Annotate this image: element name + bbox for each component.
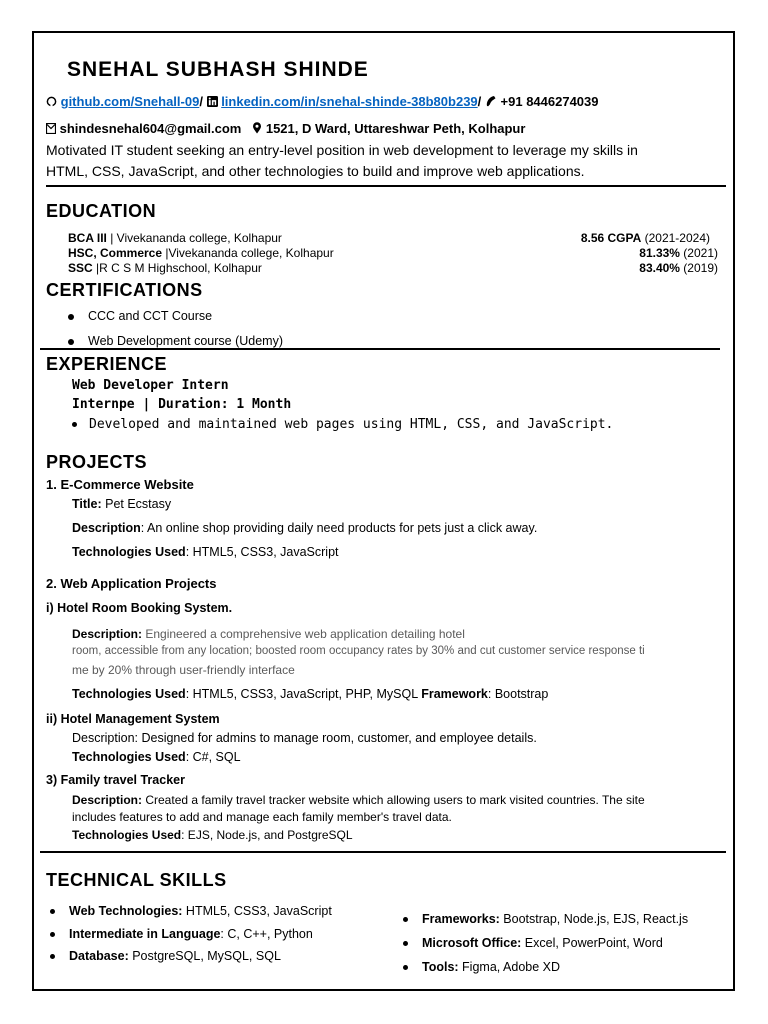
name-heading: SNEHAL SUBHASH SHINDE [67, 58, 369, 81]
skill-value: Bootstrap, Node.js, EJS, React.js [499, 912, 689, 926]
list-item [403, 912, 688, 926]
bullet-icon [50, 954, 55, 959]
degree: HSC, Commerce [68, 246, 163, 260]
skill-label: Tools: [422, 960, 459, 974]
field-value: : HTML5, CSS3, JavaScript, PHP, MySQL [185, 687, 422, 701]
skill-value: Figma, Adobe XD [458, 960, 561, 974]
experience-bullet: Developed and maintained web pages using HTML, CSS, and JavaScript. [89, 417, 614, 432]
education-row [68, 246, 334, 260]
project-title: 2. Web Application Projects [46, 576, 217, 591]
project-field [72, 750, 241, 764]
year: (2021) [679, 246, 718, 260]
skill-label: Intermediate in Language [69, 927, 221, 941]
degree: BCA III [68, 231, 107, 245]
field-value: : Bootstrap [487, 687, 549, 701]
projects-heading: PROJECTS [46, 452, 148, 472]
bullet-icon [68, 314, 74, 320]
skills-heading: TECHNICAL SKILLS [46, 870, 227, 890]
skill-label: Microsoft Office: [422, 936, 522, 950]
divider [40, 851, 726, 853]
project-field [72, 497, 171, 511]
certifications-heading: CERTIFICATIONS [46, 280, 203, 300]
location-pin-icon [252, 122, 262, 137]
skill-value: HTML5, CSS3, JavaScript [182, 904, 332, 918]
list-item [50, 927, 313, 941]
github-link[interactable]: github.com/Snehall-09 [60, 94, 200, 109]
subproject-title: ii) Hotel Management System [46, 712, 220, 726]
field-value: : EJS, Node.js, and PostgreSQL [181, 828, 353, 842]
list-item [50, 904, 332, 918]
experience-heading: EXPERIENCE [46, 354, 168, 374]
field-value: : An online shop providing daily need products for pets just a click away. [140, 521, 538, 535]
certification-text: Web Development course (Udemy) [88, 334, 283, 348]
education-heading: EDUCATION [46, 201, 157, 221]
project-field [72, 828, 353, 842]
skill-value: PostgreSQL, MySQL, SQL [128, 949, 281, 963]
list-item [50, 949, 281, 963]
field-value: Created a family travel tracker website which allowing users to mark visited countries. The site [142, 793, 645, 807]
field-label: Technologies Used [72, 545, 186, 559]
list-item [403, 960, 560, 974]
linkedin-link[interactable]: linkedin.com/in/snehal-shinde-38b80b239 [221, 94, 478, 109]
project-field [72, 545, 339, 559]
skill-label: Frameworks: [422, 912, 500, 926]
education-row [68, 261, 262, 275]
contact-line-2 [46, 121, 525, 137]
bullet-icon [403, 965, 408, 970]
education-score [581, 231, 710, 245]
bullet-icon [403, 941, 408, 946]
list-item [68, 334, 283, 348]
degree: SSC [68, 261, 93, 275]
skill-label: Web Technologies: [69, 904, 183, 918]
field-label: Description: [72, 793, 143, 807]
phone-icon [485, 95, 497, 110]
experience-company: Internpe | Duration: 1 Month [72, 397, 292, 412]
summary-line-1: Motivated IT student seeking an entry-level position in web development to leverage my skills in [46, 142, 638, 158]
project-title: 3) Family travel Tracker [46, 773, 185, 787]
skill-label: Database: [69, 949, 129, 963]
field-value: : C#, SQL [185, 750, 241, 764]
education-score [639, 261, 718, 275]
description-line: Description: Designed for admins to manage room, customer, and employee details. [72, 731, 537, 745]
list-item [403, 936, 663, 950]
year: (2021-2024) [641, 231, 710, 245]
year: (2019) [679, 261, 718, 275]
email-icon [46, 122, 56, 137]
bullet-icon [72, 422, 77, 427]
summary-line-2: HTML, CSS, JavaScript, and other technologies to build and improve web applications. [46, 163, 585, 179]
project-field [72, 521, 537, 535]
phone-number: +91 8446274039 [500, 94, 599, 109]
field-label: Technologies Used [72, 750, 186, 764]
description-line: me by 20% through user-friendly interface [72, 663, 295, 677]
field-label: Description: [72, 627, 143, 641]
description-line: room, accessible from any location; boosted room occupancy rates by 30% and cut customer service response ti [72, 645, 645, 657]
score: 8.56 CGPA [580, 231, 642, 245]
github-icon [46, 95, 57, 110]
field-value: Engineered a comprehensive web application detailing hotel [142, 627, 465, 641]
field-label: Title: [72, 497, 102, 511]
bullet-icon [50, 932, 55, 937]
field-value: : HTML5, CSS3, JavaScript [185, 545, 339, 559]
education-row [68, 231, 282, 245]
field-label: Framework [421, 687, 488, 701]
experience-role: Web Developer Intern [72, 378, 229, 393]
contact-line-1 [46, 94, 599, 110]
description-line: includes features to add and manage each family member's travel data. [72, 810, 452, 824]
project-field [72, 687, 548, 701]
email-address[interactable]: shindesnehal604@gmail.com [59, 121, 242, 136]
education-score [639, 246, 718, 260]
linkedin-icon [207, 95, 218, 110]
score: 83.40% [639, 261, 680, 275]
separator: / [199, 94, 203, 109]
institute: |Vivekananda college, Kolhapur [162, 246, 334, 260]
skill-value: Excel, PowerPoint, Word [521, 936, 663, 950]
certification-text: CCC and CCT Course [88, 309, 213, 323]
score: 81.33% [639, 246, 680, 260]
separator: / [477, 94, 482, 109]
divider [46, 185, 726, 187]
institute: |R C S M Highschool, Kolhapur [92, 261, 262, 275]
institute: | Vivekananda college, Kolhapur [106, 231, 282, 245]
project-field [72, 793, 645, 807]
bullet-icon [50, 909, 55, 914]
field-label: Description [72, 521, 141, 535]
list-item [68, 309, 212, 323]
field-label: Technologies Used [72, 687, 186, 701]
project-field [72, 627, 465, 641]
skill-value: : C, C++, Python [220, 927, 313, 941]
list-item [72, 417, 613, 432]
subproject-title: i) Hotel Room Booking System. [46, 601, 233, 615]
divider [40, 348, 720, 350]
bullet-icon [68, 339, 74, 345]
field-value: Pet Ecstasy [101, 497, 172, 511]
bullet-icon [403, 917, 408, 922]
address: 1521, D Ward, Uttareshwar Peth, Kolhapur [265, 121, 526, 136]
project-title: 1. E-Commerce Website [46, 477, 194, 492]
field-label: Technologies Used [72, 828, 182, 842]
